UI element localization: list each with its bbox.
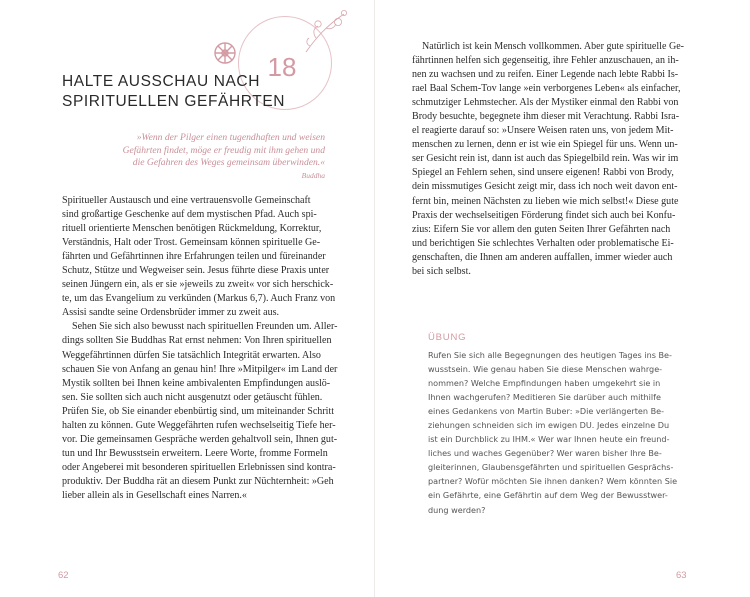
- quote-line: »Wenn der Pilger einen tugendhaften und weisen: [136, 132, 325, 143]
- text-line: fernt bin, meinen Nächsten zu lieben wie mich selbst!« Diese gute: [412, 195, 679, 207]
- text-line: dein missmutiges Gesicht zeigt mir, dass ich noch weit davon ent-: [412, 181, 678, 193]
- flower-branch-icon: [300, 8, 350, 58]
- exercise-line: ziehungen schneiden sich im ewigen DU. Jedes einzelne Du: [428, 420, 670, 431]
- exercise-line: Ihnen wachgerufen? Meditieren Sie darüber auch mithilfe: [428, 392, 661, 403]
- text-line: Spiegel an Fehlern sehen, sind unsere eigenen! Rabbi von Brody,: [412, 167, 674, 179]
- text-line: Prüfen Sie, ob Sie einander ebenbürtig sind, um miteinander Schritt: [62, 405, 335, 417]
- title-line: HALTE AUSSCHAU NACH: [62, 73, 261, 90]
- text-line: nen zu wachsen und zu reifen. Einer Legende nach lebte Rabbi Is-: [412, 69, 679, 81]
- text-line: te, um das Evangelium zu verkünden (Markus 6,7). Auch Franz von: [62, 293, 336, 305]
- text-line: produktiv. Der Buddha rät an diesem Punkt zur Nüchternheit: »Geh: [62, 475, 334, 487]
- epigraph-quote: [85, 132, 325, 182]
- text-line: zius: Eifern Sie vor allem den guten Seiten Ihrer Gefährten nach: [412, 223, 671, 235]
- text-line: rituell orientierte Menschen benötigen Rückmeldung, Korrektur,: [62, 223, 322, 235]
- exercise-line: nommen? Welche Empfindungen haben umgekehrt sie in: [428, 378, 661, 389]
- body-text-right: [412, 40, 694, 279]
- text-line: Mystik sollten bei Ihnen keine ambivalenten Empfindungen auslö-: [62, 377, 331, 389]
- text-line: halten zu können. Gute Weggefährten rufen wechselseitig Tiefe her-: [62, 419, 336, 431]
- exercise-line: liches und waches Gegenüber? Wer waren bisher Ihre Be-: [428, 448, 662, 459]
- text-line: sind großartige Geschenke auf dem mystischen Pfad. Auch spi-: [62, 209, 317, 221]
- text-line: oder Angeberei mit besonderen spirituellen Erlebnissen sind kontra-: [62, 461, 336, 473]
- exercise-line: ein Gefährte, eine Gefährtin auf dem Weg der Bewusstwer-: [428, 490, 668, 501]
- quote-line: Gefährten findet, möge er freudig mit ihm gehen und: [122, 144, 325, 156]
- text-line: bei sich selbst.: [412, 265, 471, 277]
- exercise-heading: ÜBUNG: [428, 332, 467, 343]
- text-line: Verständnis, Halt oder Trost. Gemeinsam können spirituelle Ge-: [62, 237, 321, 249]
- text-line: rael Baal Schem-Tov lange »ein verborgenes Leben« als einfacher,: [412, 83, 681, 95]
- text-line: sen. Sie sollten sich auch nicht ausgenutzt oder getäuscht fühlen.: [62, 391, 323, 403]
- text-line: seinen Jüngern ein, als er sie »jeweils zu zweit« vor sich herschick-: [62, 279, 334, 291]
- text-line: genschaften, die Ihnen am anderen auffallen, immer wieder auch: [412, 251, 673, 263]
- text-line: vor. Die gemeinsamen Gespräche werden gehaltvoll sein, Ihnen gut-: [62, 433, 338, 445]
- text-line: el reagierte darauf so: »Unsere Weisen raten uns, von jedem Mit-: [412, 125, 674, 137]
- text-line: ser Gesicht rein ist, dann ist auch das Spiegelbild rein. Was wir im: [412, 153, 679, 165]
- title-line: SPIRITUELLEN GEFÄHRTEN: [62, 93, 286, 110]
- text-line: Brody besuchte, begegnete ihm dieser mit Verachtung. Rabbi Isra-: [412, 111, 680, 123]
- chapter-number: 18: [267, 52, 297, 82]
- text-line: menschen zu lernen, denn er ist wie ein Spiegel für uns. Wenn un-: [412, 139, 678, 151]
- text-line: Praxis der wechselseitigen Förderung findet sich auch bei Konfu-: [412, 209, 676, 221]
- text-line: Spiritueller Austausch und eine vertrauensvolle Gemeinschaft: [62, 195, 311, 206]
- text-line: lieber allein als in Gesellschaft eines Narren.«: [62, 489, 247, 501]
- text-line: dings sollten Sie Buddhas Rat ernst nehmen: Von Ihren spirituellen: [62, 335, 332, 347]
- text-line: und berichtigen Sie schlechtes Verhalten oder problematische Ei-: [412, 237, 674, 249]
- text-line: fährten und Gefährtinnen ihre Erfahrungen teilen und füreinander: [62, 251, 326, 263]
- chapter-title: [62, 72, 286, 112]
- exercise-line: dung werden?: [428, 504, 486, 515]
- exercise-line: ist ein Durchblick zu IHM.« Wer war Ihnen heute ein freund-: [428, 434, 670, 445]
- exercise-line: wusstsein. Wie genau haben Sie diese Menschen wahrge-: [428, 364, 663, 375]
- exercise-body: [428, 348, 690, 517]
- exercise-line: gleiterinnen, Glaubensgefährten und spirituellen Gesprächs-: [428, 462, 674, 473]
- quote-source: Buddha: [301, 170, 325, 180]
- page-number-left: 62: [58, 570, 69, 581]
- page-number-right: 63: [676, 570, 687, 581]
- text-line: Natürlich ist kein Mensch vollkommen. Aber gute spirituelle Ge-: [422, 41, 684, 52]
- dharma-wheel-icon: [214, 42, 236, 64]
- text-line: schmutziger Lehmstecher. Als der Mystiker einmal den Rabbi von: [412, 97, 679, 109]
- text-line: Sehen Sie sich also bewusst nach spirituellen Freunden um. Aller-: [72, 321, 338, 333]
- text-line: tun und Ihr Bewusstsein erweitern. Leere Worte, fromme Formeln: [62, 447, 328, 459]
- quote-line: die Gefahren des Weges gemeinsam überwinden.«: [132, 157, 325, 168]
- text-line: Weggefährtinnen dürfen Sie tatsächlich Integrität erwarten. Also: [62, 349, 321, 361]
- text-line: fährtinnen helfen sich gegenseitig, ihre Fehler anzuschauen, an ih-: [412, 55, 679, 67]
- body-text-left: [62, 194, 338, 503]
- text-line: Assisi sandte seine Ordensbrüder immer zu zweit aus.: [62, 307, 280, 319]
- exercise-line: partner? Wofür möchten Sie ihnen danken? Wem könnten Sie: [428, 476, 678, 487]
- exercise-line: Rufen Sie sich alle Begegnungen des heutigen Tages ins Be-: [428, 350, 672, 360]
- exercise-line: eines Gedankens von Martin Buber: »Die verlängerten Be-: [428, 406, 665, 417]
- text-line: schauen Sie von Anfang an genau hin! Ihre »Mitpilger« im Land der: [62, 363, 338, 375]
- text-line: Schutz, Stütze und Wegweiser sein. Jesus führte diese Praxis unter: [62, 265, 330, 277]
